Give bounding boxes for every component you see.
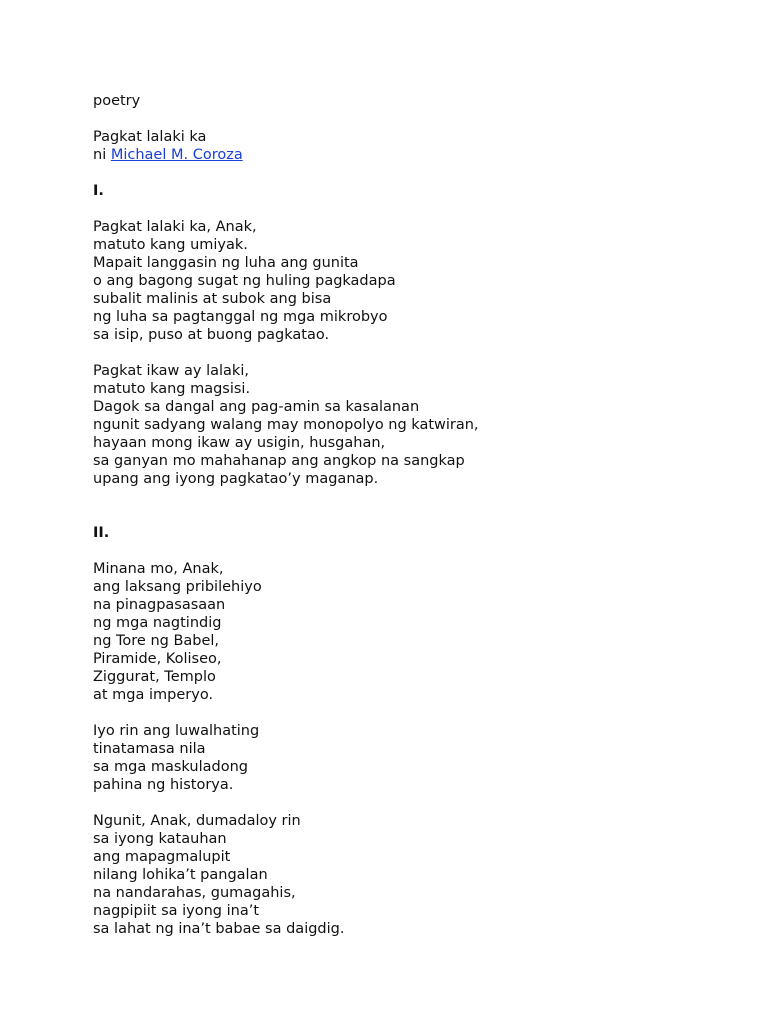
- poem-line: ng Tore ng Babel,: [93, 633, 220, 649]
- stanza-1-2: [93, 362, 733, 488]
- poem-line: o ang bagong sugat ng huling pagkadapa: [93, 273, 396, 289]
- section-heading-1: I.: [93, 183, 104, 199]
- byline: [93, 146, 733, 164]
- poem-line: upang ang iyong pagkatao’y maganap.: [93, 471, 379, 487]
- spacer: [93, 542, 733, 560]
- poem-line: ngunit sadyang walang may monopolyo ng katwiran,: [93, 417, 479, 433]
- spacer: [93, 794, 733, 812]
- poem-line: matuto kang magsisi.: [93, 381, 251, 397]
- poem-line: ng luha sa pagtanggal ng mga mikrobyo: [93, 309, 388, 325]
- poem-line: sa ganyan mo mahahanap ang angkop na sangkap: [93, 453, 465, 469]
- spacer: [93, 164, 733, 182]
- spacer: [93, 344, 733, 362]
- spacer: [93, 110, 733, 128]
- stanza-2-3: [93, 812, 733, 938]
- poem-line: Ngunit, Anak, dumadaloy rin: [93, 813, 301, 829]
- section-heading-2: II.: [93, 525, 110, 541]
- spacer: [93, 506, 733, 524]
- poem-line: hayaan mong ikaw ay usigin, husgahan,: [93, 435, 386, 451]
- poem-line: Pagkat ikaw ay lalaki,: [93, 363, 249, 379]
- spacer: [93, 200, 733, 218]
- poem-line: Mapait langgasin ng luha ang gunita: [93, 255, 359, 271]
- poem-line: Iyo rin ang luwalhating: [93, 723, 260, 739]
- poem-line: pahina ng historya.: [93, 777, 234, 793]
- poem-line: matuto kang umiyak.: [93, 237, 248, 253]
- poem-line: subalit malinis at subok ang bisa: [93, 291, 332, 307]
- document-page: [93, 92, 733, 938]
- stanza-2-1: [93, 560, 733, 704]
- poem-line: sa lahat ng ina’t babae sa daigdig.: [93, 921, 345, 937]
- poem-line: sa mga maskuladong: [93, 759, 248, 775]
- spacer: [93, 488, 733, 506]
- poem-title: Pagkat lalaki ka: [93, 129, 207, 145]
- poem-line: nagpipiit sa iyong ina’t: [93, 903, 259, 919]
- poem-line: sa isip, puso at buong pagkatao.: [93, 327, 330, 343]
- byline-prefix: ni: [93, 147, 111, 163]
- poem-line: na pinagpasasaan: [93, 597, 226, 613]
- stanza-1-1: [93, 218, 733, 344]
- poem-line: ng mga nagtindig: [93, 615, 222, 631]
- poem-line: ang mapagmalupit: [93, 849, 231, 865]
- poem-line: at mga imperyo.: [93, 687, 214, 703]
- spacer: [93, 704, 733, 722]
- category-label: poetry: [93, 93, 141, 109]
- poem-line: ang laksang pribilehiyo: [93, 579, 262, 595]
- stanza-2-2: [93, 722, 733, 794]
- poem-line: tinatamasa nila: [93, 741, 206, 757]
- poem-line: nilang lohika’t pangalan: [93, 867, 268, 883]
- poem-line: Dagok sa dangal ang pag-amin sa kasalanan: [93, 399, 420, 415]
- poem-line: Piramide, Koliseo,: [93, 651, 222, 667]
- poem-line: Pagkat lalaki ka, Anak,: [93, 219, 257, 235]
- poem-line: Ziggurat, Templo: [93, 669, 216, 685]
- author-link[interactable]: Michael M. Coroza: [110, 147, 243, 163]
- poem-line: Minana mo, Anak,: [93, 561, 224, 577]
- poem-line: sa iyong katauhan: [93, 831, 227, 847]
- poem-line: na nandarahas, gumagahis,: [93, 885, 296, 901]
